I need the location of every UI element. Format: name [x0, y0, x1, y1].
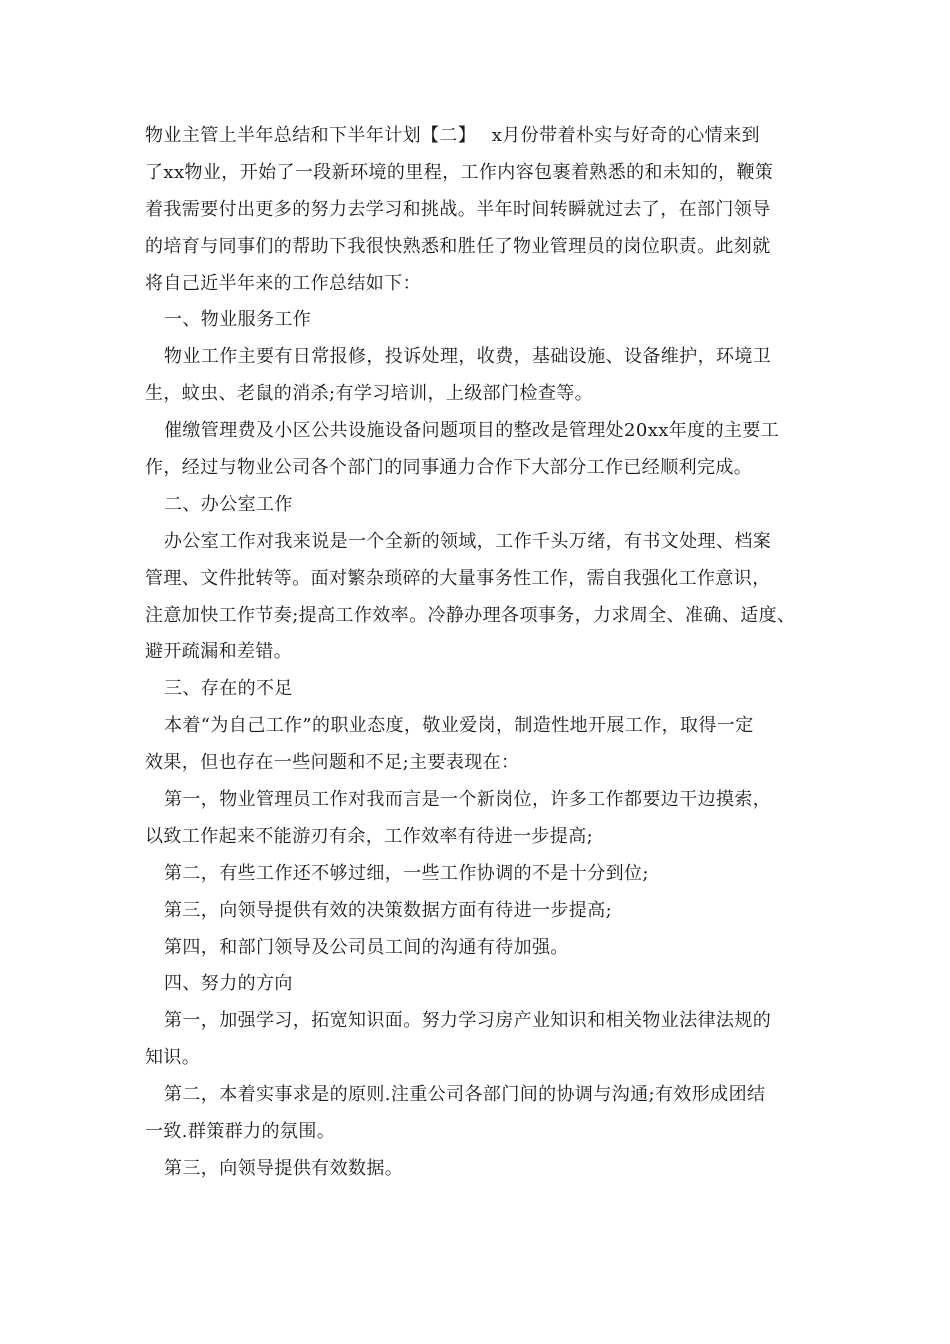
text-line: 作，经过与物业公司各个部门的同事通力合作下大部分工作已经顺利完成。 — [145, 457, 753, 479]
text-line: 三、存在的不足 — [164, 678, 293, 700]
text-line: 第一，加强学习，拓宽知识面。努力学习房产业知识和相关物业法律法规的 — [164, 1010, 772, 1032]
text-line: 一致.群策群力的氛围。 — [145, 1121, 336, 1143]
text-line: 本着“为自己工作”的职业态度，敬业爱岗，制造性地开展工作，取得一定 — [164, 715, 754, 737]
text-line: 第三，向领导提供有效数据。 — [164, 1157, 404, 1179]
text-line: 第一，物业管理员工作对我而言是一个新岗位，许多工作都要边干边摸索， — [164, 789, 772, 811]
text-line: 的培育与同事们的帮助下我很快熟悉和胜任了物业管理员的岗位职责。此刻就 — [145, 235, 771, 257]
text-line: 以致工作起来不能游刃有余，工作效率有待进一步提高; — [145, 825, 594, 847]
text-line: 一、物业服务工作 — [164, 309, 312, 331]
text-line: 物业主管上半年总结和下半年计划【二】 x月份带着朴实与好奇的心情来到 — [145, 125, 760, 146]
text-line: 四、努力的方向 — [164, 973, 293, 995]
text-line: 避开疏漏和差错。 — [145, 641, 293, 663]
document-body — [145, 118, 835, 1188]
text-line: 第四，和部门领导及公司员工间的沟通有待加强。 — [164, 936, 569, 958]
text-line: 管理、文件批转等。面对繁杂琐碎的大量事务性工作，需自我强化工作意识， — [145, 567, 771, 589]
text-line: 第二，有些工作还不够过细，一些工作协调的不是十分到位; — [164, 862, 649, 884]
text-line: 着我需要付出更多的努力去学习和挑战。半年时间转瞬就过去了，在部门领导 — [145, 198, 771, 220]
text-line: 催缴管理费及小区公共设施设备问题项目的整改是管理处20xx年度的主要工 — [164, 420, 780, 442]
text-line: 二、办公室工作 — [164, 493, 293, 515]
text-line: 将自己近半年来的工作总结如下： — [145, 272, 421, 294]
text-line: 办公室工作对我来说是一个全新的领域，工作千头万绪，有书文处理、档案 — [164, 530, 772, 552]
text-line: 知识。 — [145, 1047, 201, 1069]
text-line: 生，蚊虫、老鼠的消杀;有学习培训，上级部门检查等。 — [145, 383, 594, 405]
text-line: 注意加快工作节奏;提高工作效率。冷静办理各项事务，力求周全、准确、适度、 — [145, 604, 796, 626]
text-line: 第二，本着实事求是的原则.注重公司各部门间的协调与沟通;有效形成团结 — [164, 1084, 766, 1106]
text-line: 效果，但也存在一些问题和不足;主要表现在： — [145, 752, 520, 774]
text-line: 物业工作主要有日常报修，投诉处理，收费，基础设施、设备维护，环境卫 — [164, 346, 772, 368]
text-line: 了xx物业，开始了一段新环境的里程，工作内容包裹着熟悉的和未知的，鞭策 — [145, 161, 774, 183]
text-line: 第三，向领导提供有效的决策数据方面有待进一步提高; — [164, 899, 613, 921]
